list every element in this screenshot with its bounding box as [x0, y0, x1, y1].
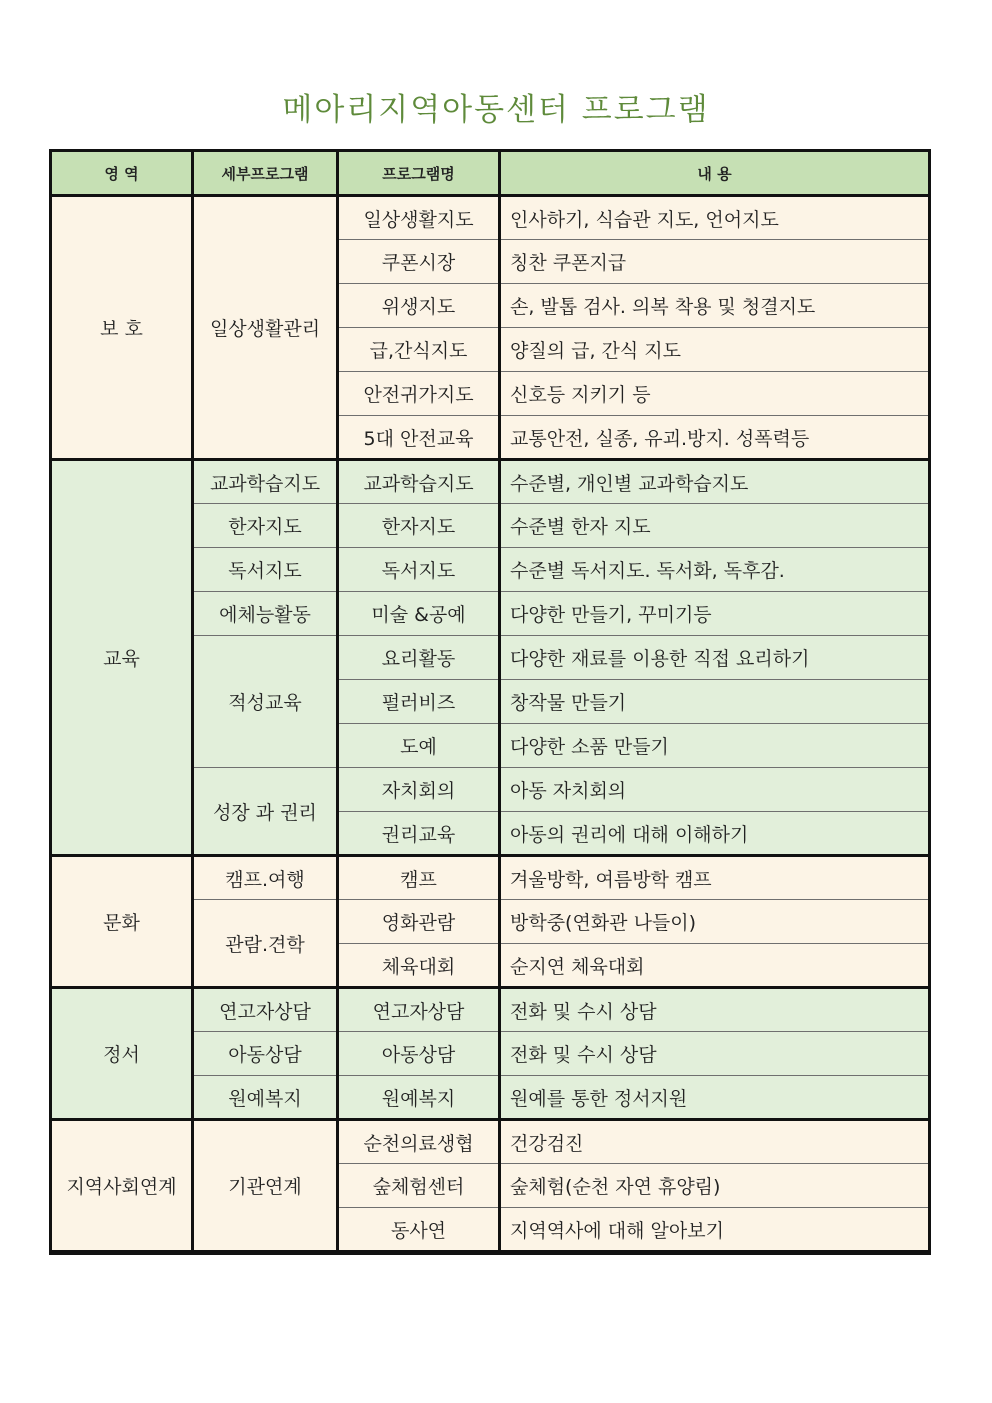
- program-content-cell: 다양한 만들기, 꾸미기등: [500, 592, 929, 636]
- sub-program-cell: 캠프.여행: [193, 856, 338, 900]
- header-content: 내 용: [500, 152, 929, 196]
- program-name-cell: 5대 안전교육: [338, 416, 500, 460]
- program-content-cell: 칭찬 쿠폰지급: [500, 240, 929, 284]
- program-table: [51, 151, 929, 1253]
- program-content-cell: 창작물 만들기: [500, 680, 929, 724]
- category-cell: 정서: [52, 988, 193, 1120]
- program-content-cell: 전화 및 수시 상담: [500, 1032, 929, 1076]
- header-program-name: 프로그램명: [338, 152, 500, 196]
- sub-program-cell: 교과학습지도: [193, 460, 338, 504]
- program-content-cell: 숲체험(순천 자연 휴양림): [500, 1164, 929, 1208]
- sub-program-cell: 기관연계: [193, 1120, 338, 1252]
- sub-program-cell: 아동상담: [193, 1032, 338, 1076]
- program-name-cell: 펄러비즈: [338, 680, 500, 724]
- program-content-cell: 아동의 권리에 대해 이해하기: [500, 812, 929, 856]
- program-content-cell: 수준별 한자 지도: [500, 504, 929, 548]
- program-name-cell: 쿠폰시장: [338, 240, 500, 284]
- sub-program-cell: 한자지도: [193, 504, 338, 548]
- category-cell: 문화: [52, 856, 193, 988]
- program-name-cell: 순천의료생협: [338, 1120, 500, 1164]
- program-content-cell: 전화 및 수시 상담: [500, 988, 929, 1032]
- program-name-cell: 위생지도: [338, 284, 500, 328]
- table-header-row: [52, 152, 929, 196]
- page-title: 메아리지역아동센터 프로그램: [282, 92, 710, 128]
- program-name-cell: 요리활동: [338, 636, 500, 680]
- program-content-cell: 지역역사에 대해 알아보기: [500, 1208, 929, 1252]
- table-row: [52, 196, 929, 240]
- header-category: 영 역: [52, 152, 193, 196]
- sub-program-cell: 성장 과 권리: [193, 768, 338, 856]
- sub-program-cell: 원예복지: [193, 1076, 338, 1120]
- program-name-cell: 동사연: [338, 1208, 500, 1252]
- program-content-cell: 건강검진: [500, 1120, 929, 1164]
- program-name-cell: 영화관람: [338, 900, 500, 944]
- program-content-cell: 순지연 체육대회: [500, 944, 929, 988]
- program-content-cell: 겨울방학, 여름방학 캠프: [500, 856, 929, 900]
- program-content-cell: 다양한 재료를 이용한 직접 요리하기: [500, 636, 929, 680]
- program-name-cell: 일상생활지도: [338, 196, 500, 240]
- table-body: [52, 196, 929, 1252]
- program-name-cell: 체육대회: [338, 944, 500, 988]
- program-content-cell: 다양한 소품 만들기: [500, 724, 929, 768]
- program-name-cell: 캠프: [338, 856, 500, 900]
- sub-program-cell: 일상생활관리: [193, 196, 338, 460]
- category-cell: 보 호: [52, 196, 193, 460]
- program-name-cell: 독서지도: [338, 548, 500, 592]
- program-name-cell: 교과학습지도: [338, 460, 500, 504]
- program-name-cell: 한자지도: [338, 504, 500, 548]
- table-row: [52, 988, 929, 1032]
- program-name-cell: 권리교육: [338, 812, 500, 856]
- sub-program-cell: 에체능활동: [193, 592, 338, 636]
- program-name-cell: 원예복지: [338, 1076, 500, 1120]
- category-cell: 교육: [52, 460, 193, 856]
- program-name-cell: 숲체험센터: [338, 1164, 500, 1208]
- program-content-cell: 교통안전, 실종, 유괴.방지. 성폭력등: [500, 416, 929, 460]
- program-name-cell: 미술 &공예: [338, 592, 500, 636]
- program-name-cell: 급,간식지도: [338, 328, 500, 372]
- table-row: [52, 460, 929, 504]
- program-content-cell: 손, 발톱 검사. 의복 착용 및 청결지도: [500, 284, 929, 328]
- category-cell: 지역사회연계: [52, 1120, 193, 1252]
- sub-program-cell: 적성교육: [193, 636, 338, 768]
- sub-program-cell: 독서지도: [193, 548, 338, 592]
- sub-program-cell: 관람.견학: [193, 900, 338, 988]
- program-content-cell: 방학중(연화관 나들이): [500, 900, 929, 944]
- program-content-cell: 수준별, 개인별 교과학습지도: [500, 460, 929, 504]
- program-content-cell: 신호등 지키기 등: [500, 372, 929, 416]
- program-name-cell: 자치회의: [338, 768, 500, 812]
- program-content-cell: 양질의 급, 간식 지도: [500, 328, 929, 372]
- program-name-cell: 아동상담: [338, 1032, 500, 1076]
- program-content-cell: 수준별 독서지도. 독서화, 독후감.: [500, 548, 929, 592]
- program-name-cell: 연고자상담: [338, 988, 500, 1032]
- program-content-cell: 원예를 통한 정서지원: [500, 1076, 929, 1120]
- program-content-cell: 아동 자치회의: [500, 768, 929, 812]
- table-row: [52, 1120, 929, 1164]
- program-content-cell: 인사하기, 식습관 지도, 언어지도: [500, 196, 929, 240]
- program-name-cell: 도예: [338, 724, 500, 768]
- table-row: [52, 856, 929, 900]
- header-sub-program: 세부프로그램: [193, 152, 338, 196]
- sub-program-cell: 연고자상담: [193, 988, 338, 1032]
- program-name-cell: 안전귀가지도: [338, 372, 500, 416]
